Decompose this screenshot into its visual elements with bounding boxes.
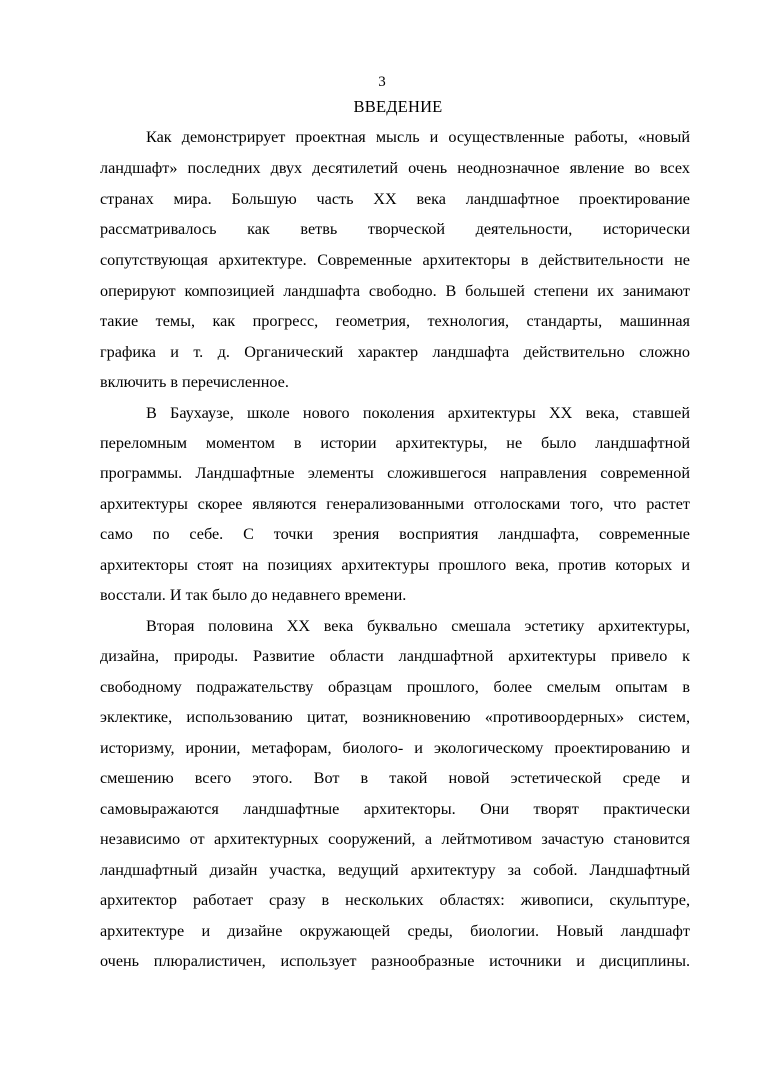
page-number: 3	[378, 74, 386, 90]
paragraph-3-line-10: архитектор работает сразу в нескольких областях: живописи, скульптуре,	[100, 891, 690, 909]
paragraph-1-line-6: оперируют композицией ландшафта свободно. В большей степени их занимают	[100, 282, 690, 300]
paragraph-3-line-6: смешению всего этого. Вот в такой новой эстетической среде и	[100, 769, 690, 787]
paragraph-3-line-2: дизайна, природы. Развитие области ландшафтной архитектуры привело к	[100, 647, 690, 665]
paragraph-3-line-12: очень плюралистичен, использует разнообразные источники и дисциплины.	[100, 952, 690, 970]
paragraph-3-line-1: Вторая половина XX века буквально смешала эстетику архитектуры,	[146, 617, 690, 635]
paragraph-2-line-1: В Баухаузе, школе нового поколения архитектуры XX века, ставшей	[146, 404, 690, 422]
paragraph-1-line-3: странах мира. Большую часть XX века ландшафтное проектирование	[100, 190, 690, 208]
paragraph-2-line-6: архитекторы стоят на позициях архитектуры прошлого века, против которых и	[100, 556, 690, 574]
paragraph-3-line-8: независимо от архитектурных сооружений, а лейтмотивом зачастую становится	[100, 830, 690, 848]
paragraph-3-line-3: свободному подражательству образцам прошлого, более смелым опытам в	[100, 678, 690, 696]
paragraph-3-line-9: ландшафтный дизайн участка, ведущий архитектуру за собой. Ландшафтный	[100, 861, 690, 879]
paragraph-1-line-1: Как демонстрирует проектная мысль и осуществленные работы, «новый	[146, 128, 690, 146]
paragraph-2-line-3: программы. Ландшафтные элементы сложившегося направления современной	[100, 464, 690, 482]
section-title: ВВЕДЕНИЕ	[353, 97, 443, 116]
paragraph-1-line-7: такие темы, как прогресс, геометрия, технология, стандарты, машинная	[100, 312, 690, 330]
paragraph-2-line-2: переломным моментом в истории архитектуры, не было ландшафтной	[100, 434, 690, 452]
paragraph-1-line-9: включить в перечисленное.	[100, 373, 289, 391]
paragraph-3-line-11: архитектуре и дизайне окружающей среды, биологии. Новый ландшафт	[100, 922, 690, 940]
paragraph-2-line-7: восстали. И так было до недавнего времени.	[100, 586, 407, 604]
paragraph-3-line-5: историзму, иронии, метафорам, биолого- и экологическому проектированию и	[100, 739, 690, 757]
paragraph-3-line-7: самовыражаются ландшафтные архитекторы. Они творят практически	[100, 800, 690, 818]
paragraph-1-line-5: сопутствующая архитектуре. Современные архитекторы в действительности не	[100, 251, 690, 269]
paragraph-2-line-4: архитектуры скорее являются генерализованными отголосками того, что растет	[100, 495, 690, 513]
paragraph-3-line-4: эклектике, использованию цитат, возникновению «противоордерных» систем,	[100, 708, 690, 726]
paragraph-1-line-2: ландшафт» последних двух десятилетий очень неоднозначное явление во всех	[100, 159, 690, 177]
paragraph-2-line-5: само по себе. С точки зрения восприятия ландшафта, современные	[100, 525, 690, 543]
paragraph-1-line-8: графика и т. д. Органический характер ландшафта действительно сложно	[100, 343, 690, 361]
paragraph-1-line-4: рассматривалось как ветвь творческой деятельности, исторически	[100, 220, 690, 238]
